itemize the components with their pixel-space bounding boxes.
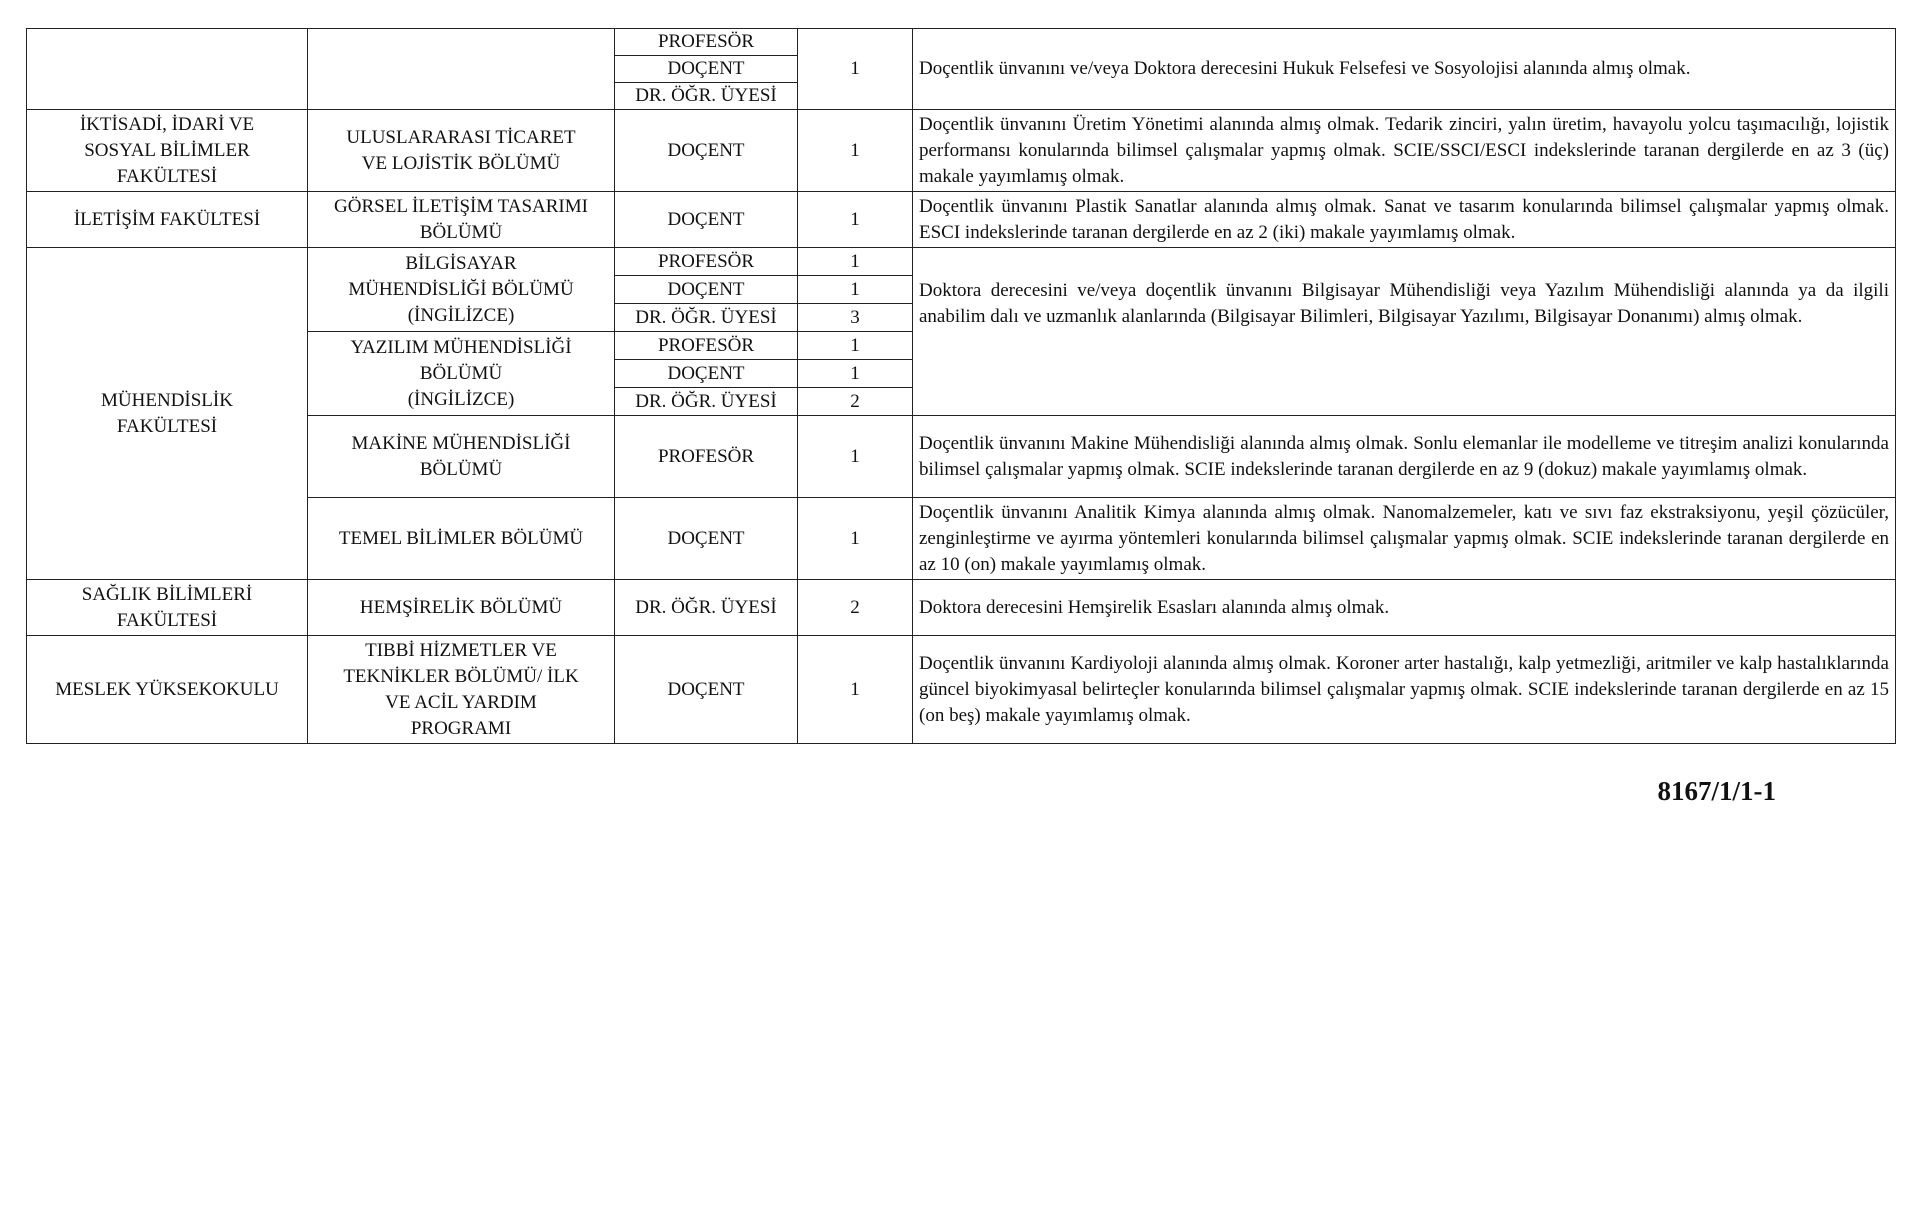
department-cell xyxy=(308,636,615,744)
faculty-line: SAĞLIK BİLİMLERİ xyxy=(81,583,253,605)
faculty-line: FAKÜLTESİ xyxy=(116,165,218,187)
count-cell: 1 xyxy=(798,636,913,744)
table-row xyxy=(27,416,1896,498)
department-cell xyxy=(308,192,615,248)
department-cell: HEMŞİRELİK BÖLÜMÜ xyxy=(308,580,615,636)
title-cell: PROFESÖR xyxy=(615,248,798,276)
title-cell: DOÇENT xyxy=(615,192,798,248)
requirement-cell: Doçentlik ünvanını Kardiyoloji alanında almış olmak. Koroner arter hastalığı, kalp yetmezliği, aritmiler ve kalp hastalıklarında güncel biyokimyasal belirteçler konularında bilimsel çalışmalar yapmış olmak. SCIE indekslerinde taranan dergilerde en az 15 (on beş) makale yayımlamış olmak. xyxy=(913,636,1896,744)
faculty-cell xyxy=(27,110,308,192)
requirement-cell: Doçentlik ünvanını Analitik Kimya alanında almış olmak. Nanomalzemeler, katı ve sıvı faz ekstraksiyonu, yeşil çözücüler, zenginleştirme ve ayırma yöntemleri konularında bilimsel çalışmalar yapmış olmak. SCIE indekslerinde taranan dergilerde en az 10 (on) makale yayımlamış olmak. xyxy=(913,498,1896,580)
table-row xyxy=(27,248,1896,276)
faculty-cell: İLETİŞİM FAKÜLTESİ xyxy=(27,192,308,248)
title-cell: DOÇENT xyxy=(615,110,798,192)
title-cell: DOÇENT xyxy=(615,276,798,304)
title-cell: PROFESÖR xyxy=(615,332,798,360)
department-cell: TEMEL BİLİMLER BÖLÜMÜ xyxy=(308,498,615,580)
title-cell: DOÇENT xyxy=(615,636,798,744)
department-cell-empty xyxy=(308,29,615,110)
department-line: YAZILIM MÜHENDİSLİĞİ xyxy=(350,336,572,358)
count-cell: 1 xyxy=(798,248,913,276)
department-cell xyxy=(308,248,615,332)
table-row xyxy=(27,110,1896,192)
faculty-cell xyxy=(27,580,308,636)
count-cell: 1 xyxy=(798,360,913,388)
count-cell: 1 xyxy=(798,416,913,498)
department-line: MAKİNE MÜHENDİSLİĞİ xyxy=(351,432,571,454)
department-line: PROGRAMI xyxy=(410,717,512,739)
faculty-line: İKTİSADİ, İDARİ VE xyxy=(79,113,255,135)
department-cell xyxy=(308,110,615,192)
department-cell xyxy=(308,416,615,498)
department-line: TIBBİ HİZMETLER VE xyxy=(365,639,557,661)
table-row xyxy=(27,29,1896,56)
count-cell: 1 xyxy=(798,276,913,304)
table-row xyxy=(27,636,1896,744)
count-cell: 2 xyxy=(798,580,913,636)
position-table xyxy=(26,28,1896,744)
department-line: BÖLÜMÜ xyxy=(419,362,503,384)
department-line: MÜHENDİSLİĞİ BÖLÜMÜ xyxy=(348,278,574,300)
department-line: (İNGİLİZCE) xyxy=(407,304,515,326)
requirement-cell: Doktora derecesini Hemşirelik Esasları alanında almış olmak. xyxy=(913,580,1896,636)
faculty-line: FAKÜLTESİ xyxy=(116,609,218,631)
requirement-cell: Doçentlik ünvanını Plastik Sanatlar alanında almış olmak. Sanat ve tasarım konularında bilimsel çalışmalar yapmış olmak. ESCI indekslerinde taranan dergilerde en az 2 (iki) makale yayımlamış olmak. xyxy=(913,192,1896,248)
requirement-cell: Doçentlik ünvanını Makine Mühendisliği alanında almış olmak. Sonlu elemanlar ile modelleme ve titreşim analizi konularında bilimsel çalışmalar yapmış olmak. SCIE indekslerinde taranan dergilerde en az 9 (dokuz) makale yayımlamış olmak. xyxy=(913,416,1896,498)
faculty-line: MÜHENDİSLİK xyxy=(101,389,233,411)
count-cell: 1 xyxy=(798,498,913,580)
title-cell: DOÇENT xyxy=(615,498,798,580)
count-cell: 1 xyxy=(798,110,913,192)
department-line: GÖRSEL İLETİŞİM TASARIMI xyxy=(334,195,588,217)
count-cell: 3 xyxy=(798,304,913,332)
table-row xyxy=(27,498,1896,580)
title-cell: DOÇENT xyxy=(615,360,798,388)
faculty-line: SOSYAL BİLİMLER xyxy=(84,139,250,161)
department-line: BİLGİSAYAR xyxy=(405,252,517,274)
department-line: ULUSLARARASI TİCARET xyxy=(346,126,576,148)
requirement-cell: Doktora derecesini ve/veya doçentlik ünvanını Bilgisayar Mühendisliği veya Yazılım Mühendisliği alanında ya da ilgili anabilim dalı ve uzmanlık alanlarında (Bilgisayar Bilimleri, Bilgisayar Yazılımı, Bilgisayar Donanımı) almış olmak. xyxy=(913,248,1896,416)
table-row xyxy=(27,580,1896,636)
faculty-cell: MESLEK YÜKSEKOKULU xyxy=(27,636,308,744)
department-line: BÖLÜMÜ xyxy=(419,458,503,480)
department-line: TEKNİKLER BÖLÜMÜ/ İLK xyxy=(343,665,579,687)
count-cell: 2 xyxy=(798,388,913,416)
title-cell: DOÇENT xyxy=(615,56,798,83)
page-code: 8167/1/1-1 xyxy=(1657,776,1776,806)
department-line: BÖLÜMÜ xyxy=(419,221,503,243)
title-cell: DR. ÖĞR. ÜYESİ xyxy=(615,580,798,636)
department-line: VE ACİL YARDIM xyxy=(385,691,537,713)
title-cell: DR. ÖĞR. ÜYESİ xyxy=(615,83,798,110)
requirement-cell: Doçentlik ünvanını ve/veya Doktora derecesini Hukuk Felsefesi ve Sosyolojisi alanında almış olmak. xyxy=(913,29,1896,110)
department-line: (İNGİLİZCE) xyxy=(407,388,515,410)
faculty-cell xyxy=(27,248,308,580)
faculty-line: FAKÜLTESİ xyxy=(116,415,218,437)
title-cell: PROFESÖR xyxy=(615,416,798,498)
count-cell: 1 xyxy=(798,192,913,248)
faculty-cell-empty xyxy=(27,29,308,110)
requirement-cell: Doçentlik ünvanını Üretim Yönetimi alanında almış olmak. Tedarik zinciri, yalın üretim, havayolu yolcu taşımacılığı, lojistik performansı konularında bilimsel çalışmalar yapmış olmak. SCIE/SSCI/ESCI indekslerinde taranan dergilerde en az 3 (üç) makale yayımlamış olmak. xyxy=(913,110,1896,192)
department-cell xyxy=(308,332,615,416)
title-cell: PROFESÖR xyxy=(615,29,798,56)
title-cell: DR. ÖĞR. ÜYESİ xyxy=(615,304,798,332)
department-line: VE LOJİSTİK BÖLÜMÜ xyxy=(361,152,561,174)
table-row xyxy=(27,192,1896,248)
title-cell: DR. ÖĞR. ÜYESİ xyxy=(615,388,798,416)
count-cell: 1 xyxy=(798,332,913,360)
count-cell: 1 xyxy=(798,29,913,110)
